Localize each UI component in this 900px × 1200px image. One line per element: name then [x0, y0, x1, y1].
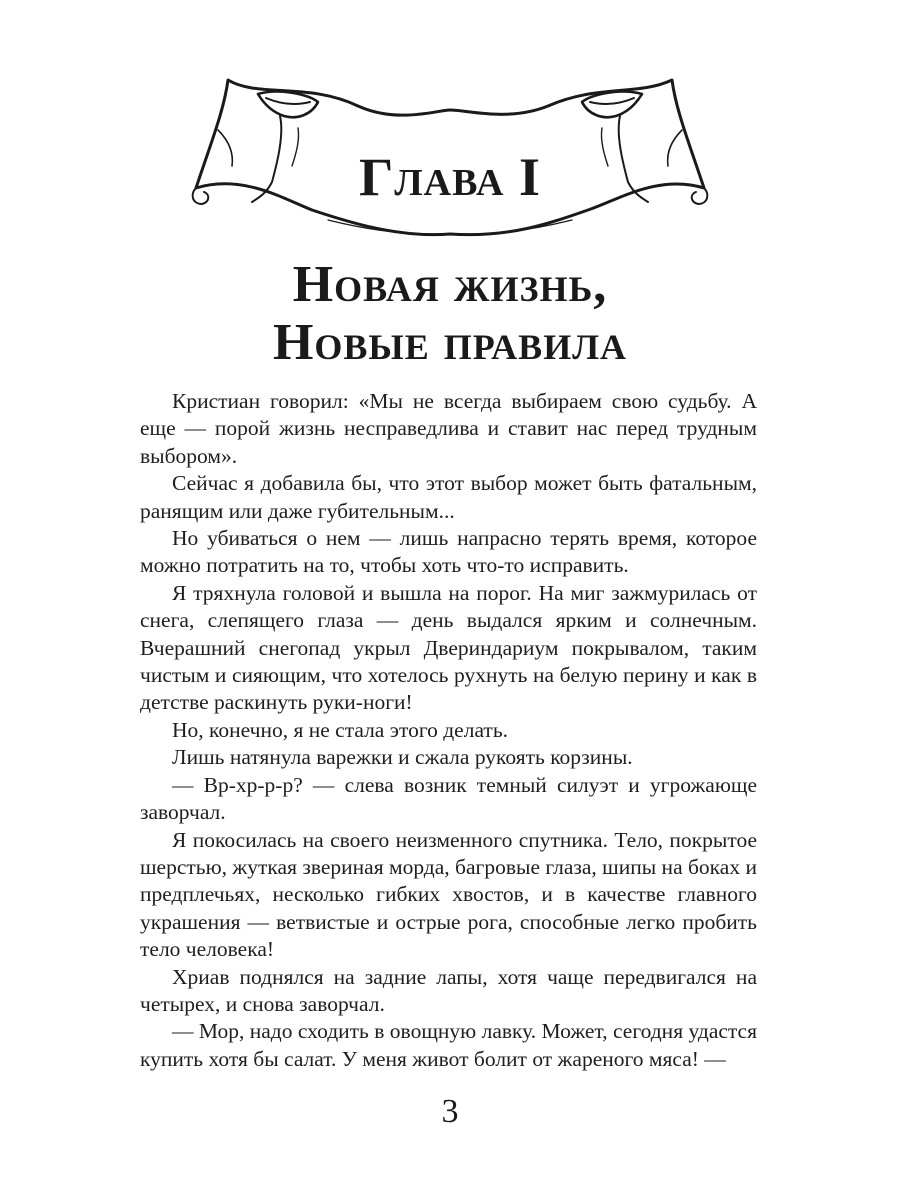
chapter-label: Глава I — [358, 147, 542, 207]
paragraph: Лишь натянула варежки и сжала рукоять корзины. — [172, 745, 633, 770]
paragraph: Я тряхнула головой и вышла на порог. На миг зажмурилась от снега, слепящего глаза — день выдался ярким и солнечным. Вчерашний снегопад укрыл Двериндариум покрывалом, таким чистым и сияющим, что хотелось рухнуть на белую перину и как в детстве раскинуть руки-ноги! — [140, 580, 757, 715]
paragraph: Сейчас я добавила бы, что этот выбор может быть фатальным, ранящим или даже губительным... — [140, 471, 757, 523]
chapter-title — [0, 256, 900, 372]
paragraph: — Вр-хр-р-р? — слева возник темный силуэт и угрожающе заворчал. — [140, 772, 757, 825]
paragraph: Но убиваться о нем — лишь напрасно терять время, которое можно потратить на то, чтобы хоть что-то исправить. — [140, 526, 757, 578]
paragraph: Хриав поднялся на задние лапы, хотя чаще передвигался на четырех, и снова заворчал. — [140, 964, 757, 1016]
chapter-title-line-2: Новые правила — [272, 314, 628, 371]
page-number: 3 — [441, 1093, 459, 1130]
paragraph: Кристиан говорил: «Мы не всегда выбираем свою судьбу. А еще — порой жизнь несправедлива и ставит нас перед трудным выбором». — [140, 389, 757, 468]
paragraph: Но, конечно, я не стала этого делать. — [172, 717, 509, 742]
paragraph: Я покосилась на своего неизменного спутника. Тело, покрытое шерстью, жуткая звериная морда, багровые глаза, шипы на боках и предплечьях, несколько гибких хвостов, и в качестве главного украшения — ветвистые и острые рога, способные легко пробить тело человека! — [140, 827, 757, 962]
chapter-body-text — [140, 388, 757, 1073]
chapter-title-line-1: Новая жизнь, — [292, 256, 608, 313]
paragraph: — Мор, надо сходить в овощную лавку. Может, сегодня удастся купить хотя бы салат. У меня живот болит от жареного мяса! — — [140, 1019, 757, 1071]
